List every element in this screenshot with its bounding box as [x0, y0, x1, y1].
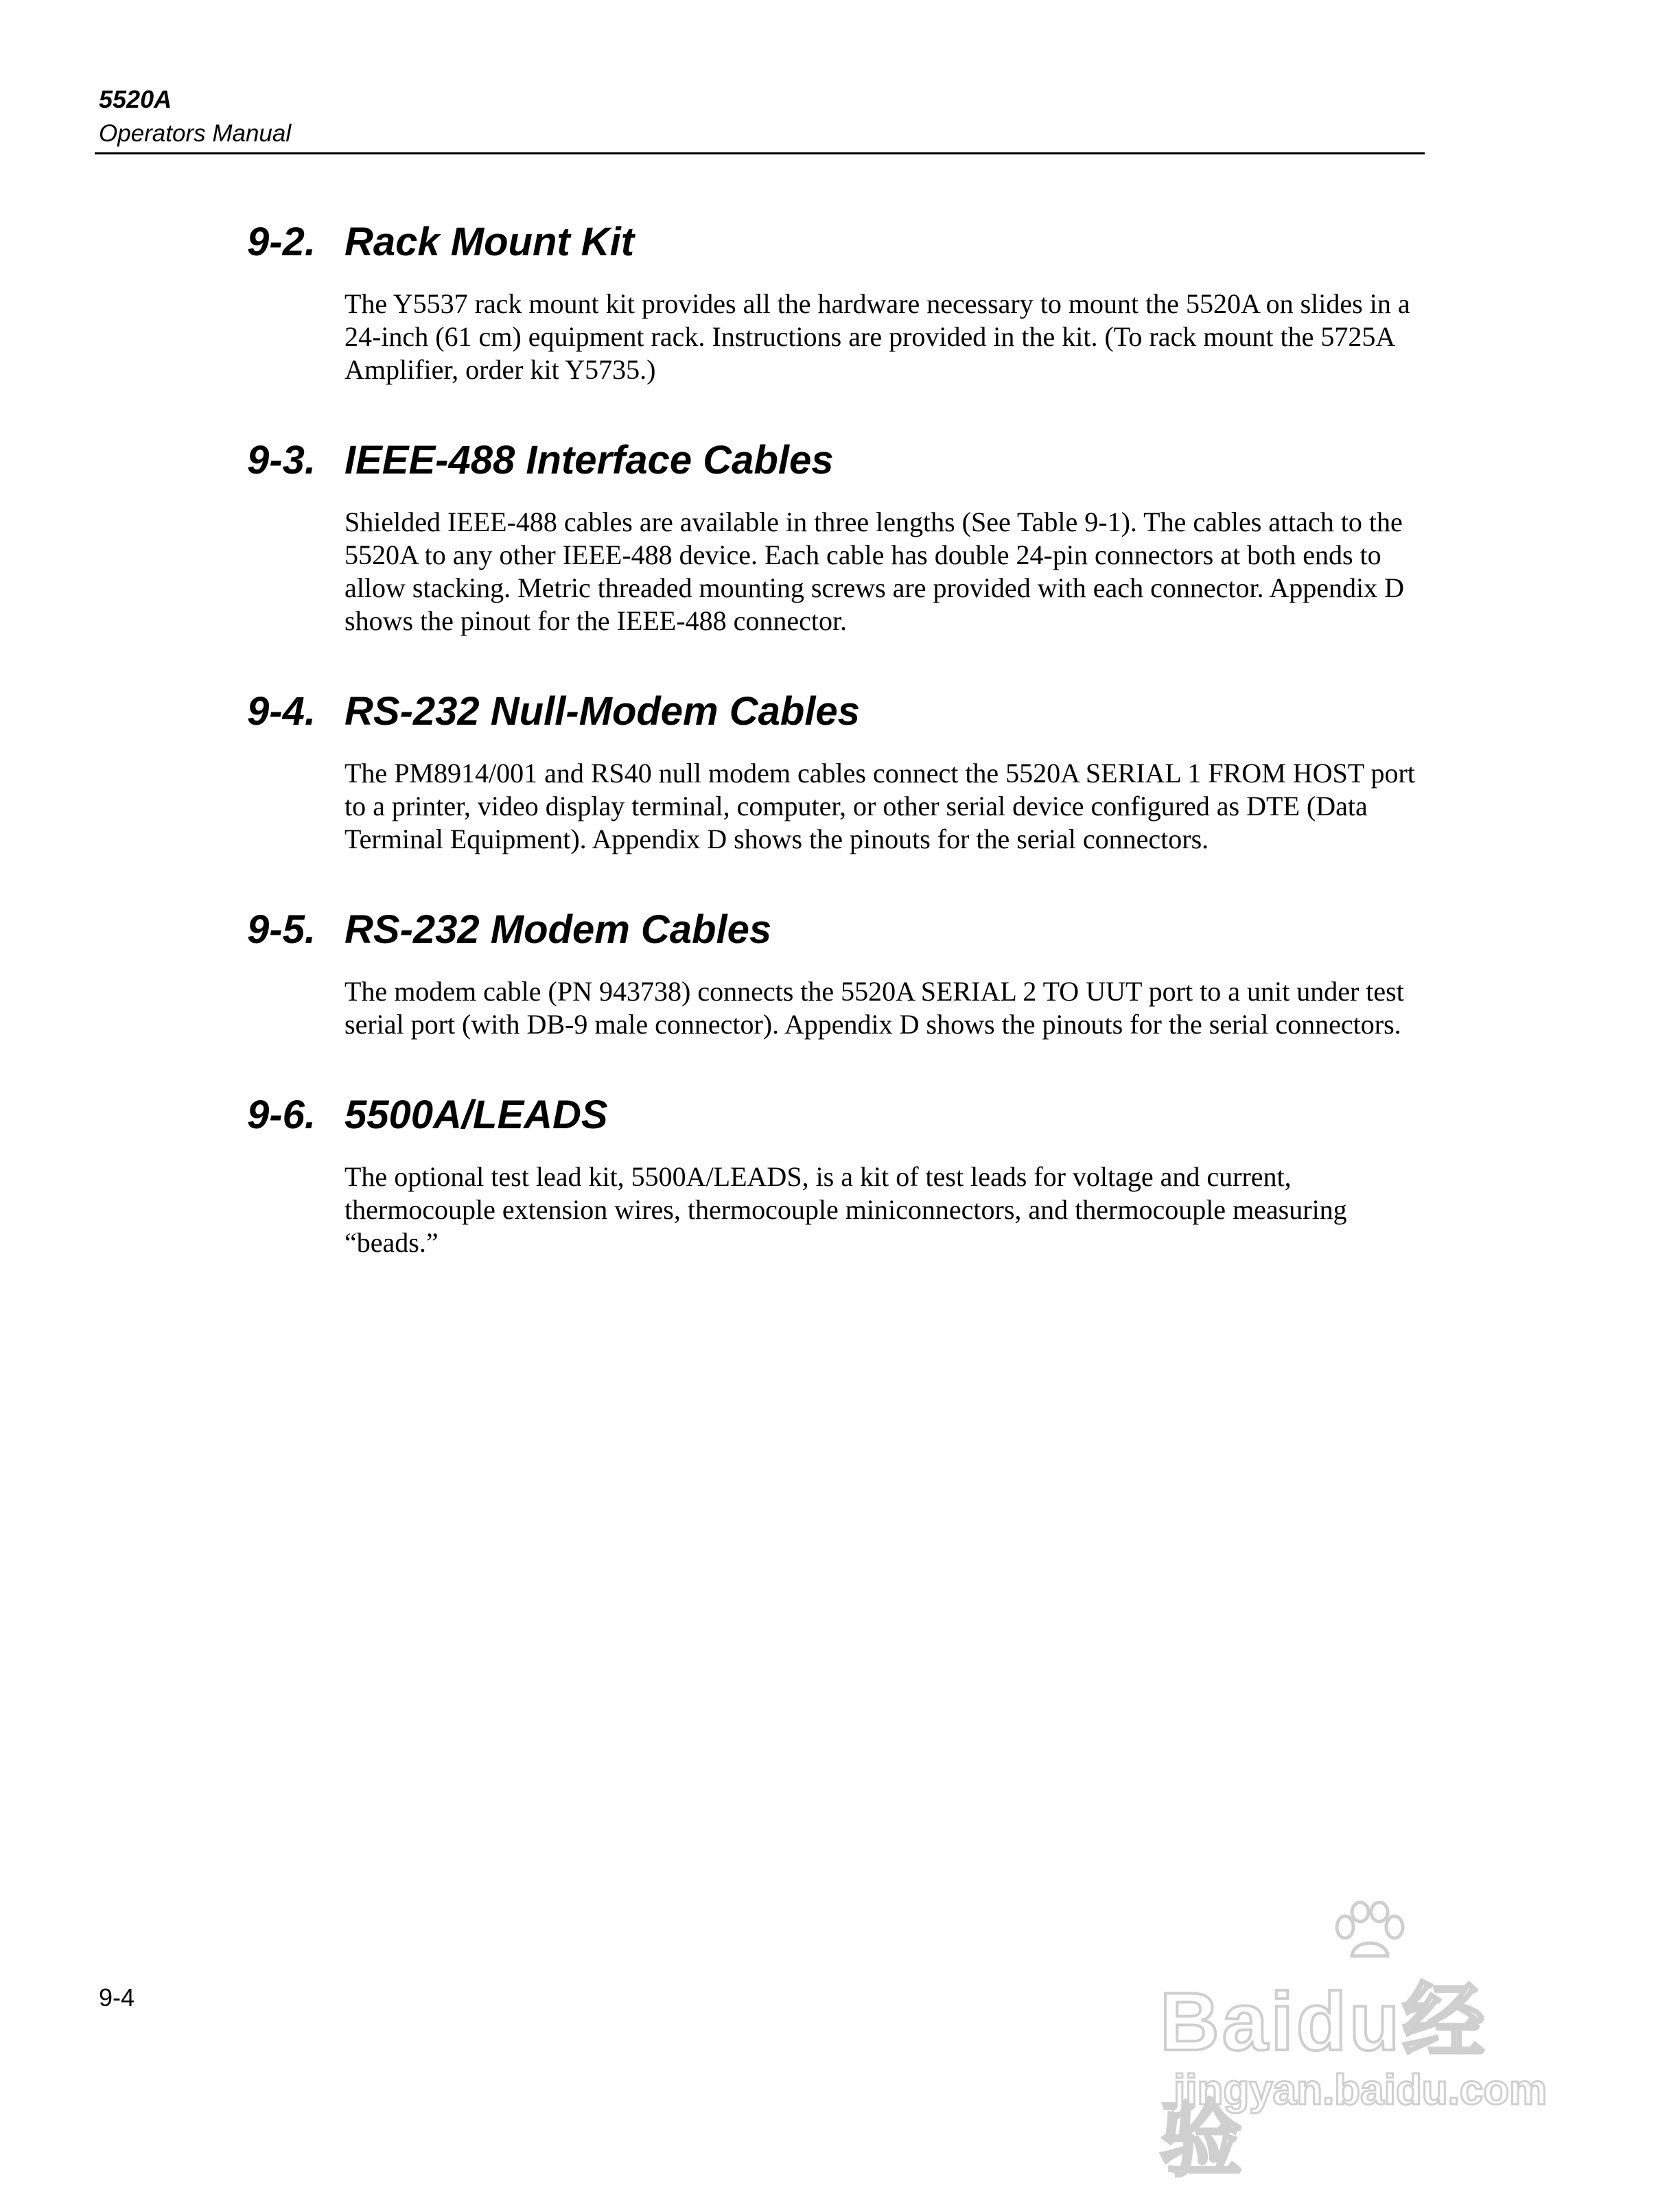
section-heading [247, 897, 1427, 963]
section-heading [247, 428, 1427, 493]
section-title: 5500A/LEADS [345, 1093, 608, 1137]
section-title: Rack Mount Kit [345, 220, 635, 264]
watermark-brand: Baidu经验 [1160, 1976, 1488, 2186]
section-ieee-488-cables [247, 428, 1427, 638]
section-title: IEEE-488 Interface Cables [345, 438, 834, 482]
header-rule [95, 152, 1425, 154]
watermark-url: jingyan.baidu.com [1174, 2066, 1548, 2114]
page-content [247, 209, 1427, 1301]
section-title: RS-232 Modem Cables [345, 907, 772, 952]
section-title: RS-232 Null-Modem Cables [345, 689, 860, 734]
paw-icon [1331, 1901, 1407, 1963]
baidu-watermark [1160, 1901, 1572, 2186]
section-rack-mount-kit [247, 209, 1427, 386]
section-rs232-null-modem-cables [247, 679, 1427, 856]
header-model: 5520A [99, 85, 172, 113]
section-body: Shielded IEEE-488 cables are available in three lengths (See Table 9-1). The cables attach to the 5520A to any other IEEE-488 device. Each cable has double 24-pin connectors at both ends to allow stacking. Metric threaded mounting screws are provided with each connector. Appendix D shows the pinout for the IEEE-488 connector. [345, 506, 1404, 636]
section-heading [247, 1082, 1427, 1148]
section-body: The modem cable (PN 943738) connects the 5520A SERIAL 2 TO UUT port to a unit under test serial port (with DB-9 male connector). Appendix D shows the pinouts for the serial connectors. [345, 976, 1404, 1040]
section-number: 9-5. [247, 907, 316, 952]
section-5500a-leads [247, 1082, 1427, 1259]
section-number: 9-3. [247, 438, 316, 482]
section-body: The PM8914/001 and RS40 null modem cables connect the 5520A SERIAL 1 FROM HOST port to a printer, video display terminal, computer, or other serial device configured as DTE (Data Terminal Equipment). Appendix D shows the pinouts for the serial connectors. [345, 758, 1415, 854]
section-body: The Y5537 rack mount kit provides all the hardware necessary to mount the 5520A on slides in a 24-inch (61 cm) equipment rack. Instructions are provided in the kit. (To rack mount the 5725A Amplifier, order kit Y5735.) [345, 288, 1410, 385]
header-manual-title: Operators Manual [99, 120, 292, 147]
section-heading [247, 209, 1427, 275]
page-number: 9-4 [99, 1983, 135, 2012]
section-rs232-modem-cables [247, 897, 1427, 1041]
section-heading [247, 679, 1427, 745]
section-number: 9-4. [247, 689, 316, 734]
running-header [99, 82, 291, 151]
section-body: The optional test lead kit, 5500A/LEADS, is a kit of test leads for voltage and current, thermocouple extension wires, thermocouple miniconnectors, and thermocouple measuring “beads.” [345, 1161, 1347, 1258]
section-number: 9-6. [247, 1093, 316, 1137]
section-number: 9-2. [247, 220, 316, 264]
